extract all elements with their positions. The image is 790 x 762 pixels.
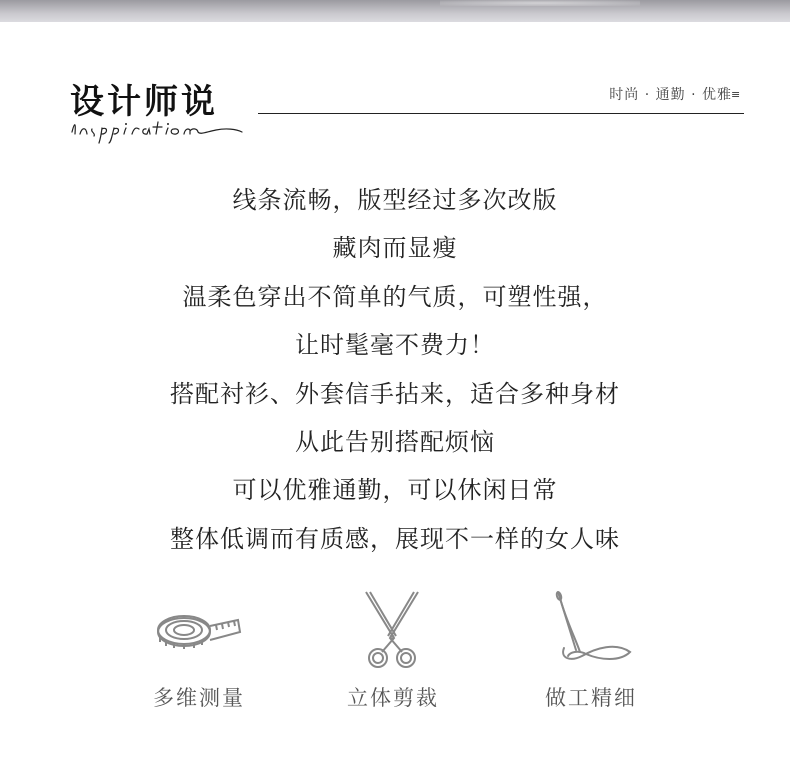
feature-label: 做工精细 — [545, 686, 637, 710]
copy-line: 让时髦毫不费力！ — [295, 331, 495, 360]
scissors-icon — [358, 590, 428, 670]
header-rule — [258, 113, 744, 114]
designer-description — [0, 176, 790, 563]
copy-line: 整体低调而有质感，展现不一样的女人味 — [170, 524, 620, 553]
copy-line: 线条流畅，版型经过多次改版 — [232, 186, 558, 214]
measuring-tape-icon — [154, 590, 244, 670]
feature-measuring — [109, 590, 289, 712]
feature-craftsmanship — [501, 590, 681, 712]
feature-label: 立体剪裁 — [347, 686, 439, 710]
feature-label: 多维测量 — [153, 686, 245, 710]
section-title: 设计师说 — [70, 82, 218, 122]
menu-icon: ≡ — [731, 88, 741, 101]
copy-line: 温柔色穿出不简单的气质，可塑性强， — [182, 282, 608, 311]
inspiration-script-logo — [66, 114, 246, 144]
copy-line: 藏肉而显瘦 — [332, 234, 458, 263]
feature-tailoring — [303, 590, 483, 712]
top-image-strip — [0, 0, 790, 22]
copy-line: 搭配衬衫、外套信手拈来，适合多种身材 — [170, 379, 620, 408]
copy-line: 从此告别搭配烦恼 — [295, 428, 495, 457]
needle-thread-icon — [546, 590, 636, 670]
copy-line: 可以优雅通勤，可以休闲日常 — [232, 476, 558, 505]
tagline: 时尚 · 通勤 · 优雅 — [609, 87, 732, 103]
